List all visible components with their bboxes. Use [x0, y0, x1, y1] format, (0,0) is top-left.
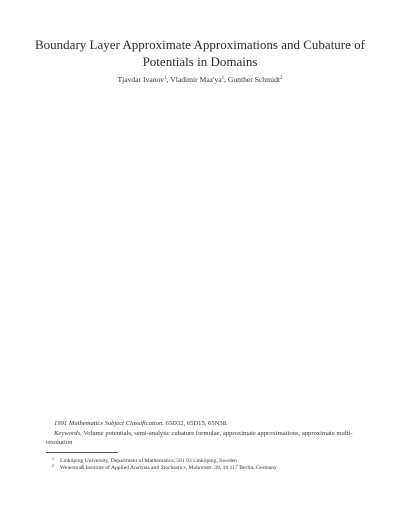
title-line-2: Potentials in Domains	[142, 54, 258, 69]
subject-classification	[54, 419, 228, 428]
author-ivanov-affiliation-mark: 1	[164, 76, 167, 81]
msc-label: 1991 Mathematics Subject Classification.	[54, 420, 164, 427]
footnote-2	[52, 462, 277, 472]
footnote-rule	[46, 452, 118, 453]
footnote-1-text: Linköping University, Department of Mathematics, 581 83 Linköping, Sweden	[60, 458, 237, 464]
author-mazya: Vladimir Maz'ya	[170, 75, 222, 84]
author-schmidt: Gunther Schmidt	[227, 75, 281, 84]
author-ivanov: Tjavdar Ivanov	[117, 75, 165, 84]
keywords-text: Volume potentials, semi-analytic cubature formulae, approximate approximations, approximate multi-resolution	[46, 430, 353, 446]
keywords-label: Keywords.	[54, 430, 82, 437]
footnote-2-mark: 2	[52, 463, 54, 468]
author-mazya-affiliation-mark: 1	[221, 76, 225, 81]
paper-title	[20, 36, 380, 70]
footnote-2-text: Weierstraß Institute of Applied Analysis and Stochastics, Mohrenstr. 39, 10 117 Berlin, Germany	[60, 465, 277, 471]
footnote-1-mark: 1	[52, 456, 54, 461]
msc-codes: 65D32, 65D15, 65N38.	[165, 420, 228, 427]
author-list: Tjavdar Ivanov$^1$, Vladimir $Maz'ya^1$, Gunther Schmidt$^2$	[117, 75, 283, 84]
keywords	[46, 429, 356, 447]
title-line-1: Boundary Layer Approximate Approximations and Cubature of	[35, 37, 365, 52]
author-schmidt-affiliation-mark: 2	[280, 76, 283, 81]
